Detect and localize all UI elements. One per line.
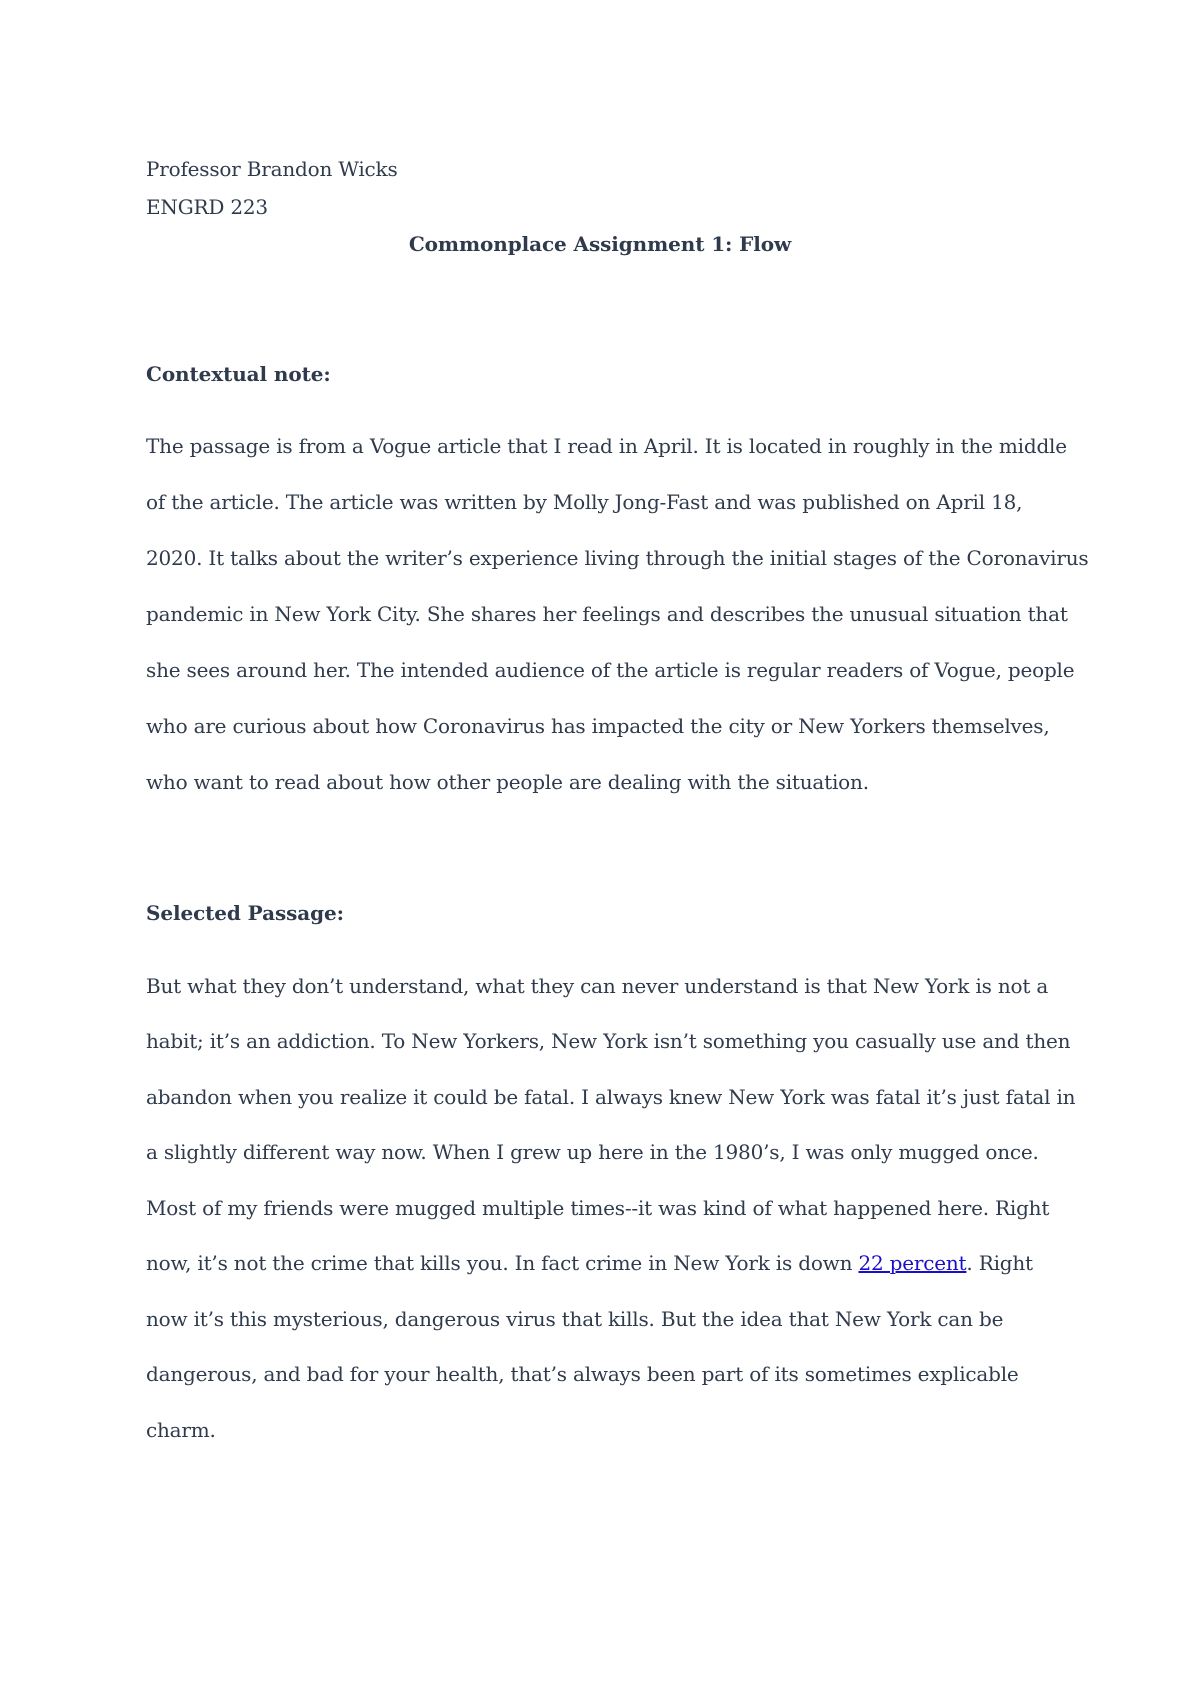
contextual-note-line: she sees around her. The intended audience of the article is regular readers of Vogue, people <box>146 658 1075 682</box>
professor-name: Professor Brandon Wicks <box>146 157 398 181</box>
course-code: ENGRD 223 <box>146 195 268 219</box>
contextual-note-line: pandemic in New York City. She shares her feelings and describes the unusual situation that <box>146 602 1068 626</box>
passage-line: abandon when you realize it could be fatal. I always knew New York was fatal it’s just fatal in <box>146 1085 1076 1109</box>
passage-line: a slightly different way now. When I grew up here in the 1980’s, I was only mugged once. <box>146 1140 1039 1164</box>
passage-line: charm. <box>146 1418 216 1442</box>
document-title: Commonplace Assignment 1: Flow <box>408 232 792 256</box>
contextual-note-line: who are curious about how Coronavirus has impacted the city or New Yorkers themselves, <box>146 714 1050 738</box>
contextual-note-line: 2020. It talks about the writer’s experience living through the initial stages of the Coronavirus <box>146 546 1089 570</box>
contextual-note-line: The passage is from a Vogue article that I read in April. It is located in roughly in the middle <box>146 434 1067 458</box>
selected-passage-heading: Selected Passage: <box>146 901 344 925</box>
passage-line: now it’s this mysterious, dangerous virus that kills. But the idea that New York can be <box>146 1307 1004 1331</box>
passage-line: habit; it’s an addiction. To New Yorkers, New York isn’t something you casually use and then <box>146 1029 1071 1053</box>
contextual-note-heading: Contextual note: <box>146 362 331 386</box>
passage-line-with-link <box>146 1251 1033 1275</box>
passage-line: Most of my friends were mugged multiple times--it was kind of what happened here. Right <box>146 1196 1050 1220</box>
passage-text-after-link: . Right <box>966 1251 1033 1275</box>
percent-link[interactable]: 22 percent <box>858 1251 967 1275</box>
passage-text-before-link: now, it’s not the crime that kills you. In fact crime in New York is down <box>146 1251 859 1275</box>
contextual-note-line: who want to read about how other people are dealing with the situation. <box>146 770 869 794</box>
passage-line: But what they don’t understand, what they can never understand is that New York is not a <box>146 974 1049 998</box>
contextual-note-line: of the article. The article was written by Molly Jong-Fast and was published on April 18, <box>146 490 1023 514</box>
passage-line: dangerous, and bad for your health, that’s always been part of its sometimes explicable <box>146 1362 1019 1386</box>
